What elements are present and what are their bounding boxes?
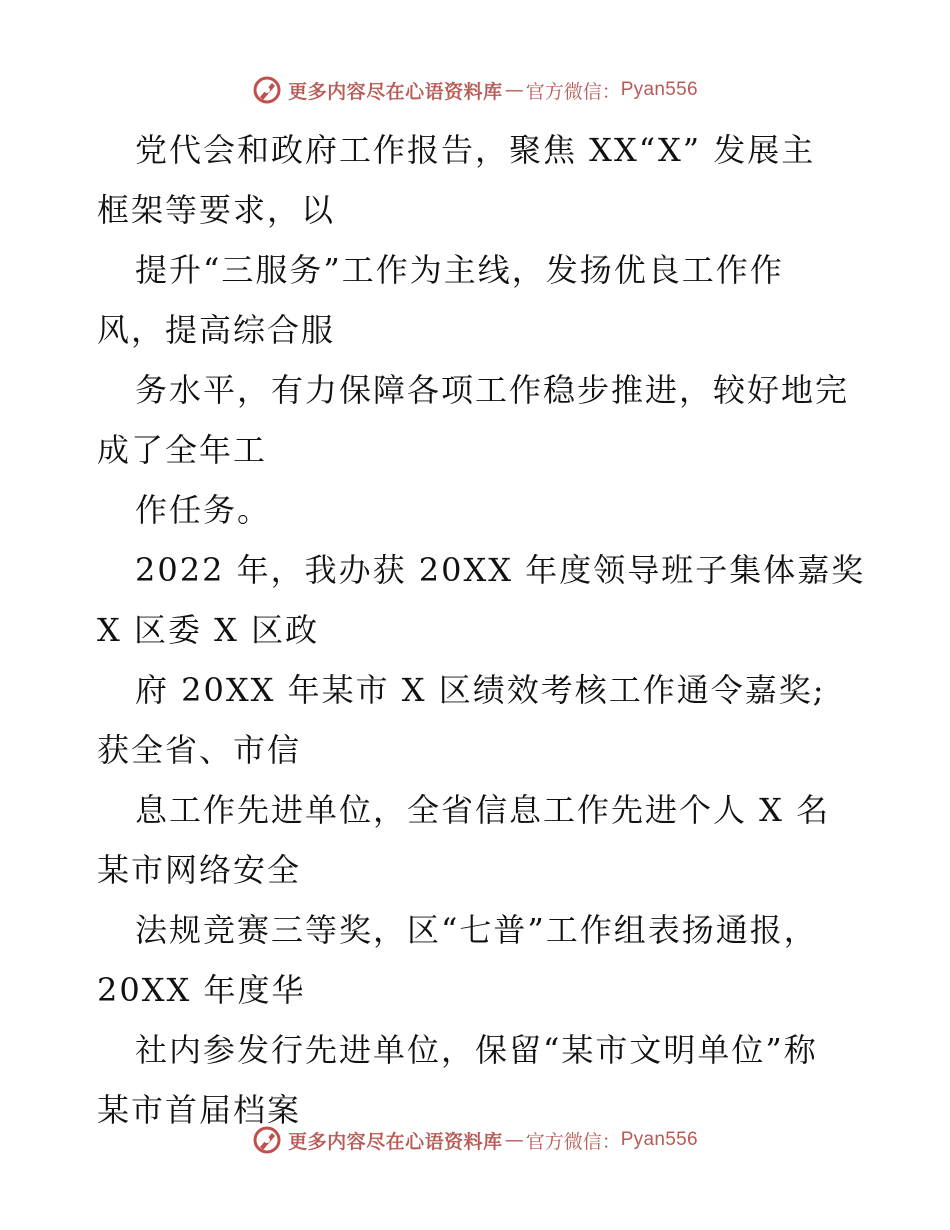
text-line: 风，提高综合服 <box>97 311 336 349</box>
text-line: 某市网络安全 <box>97 851 302 889</box>
header-banner <box>0 70 950 110</box>
banner-wechat-label: 官方微信： <box>525 1130 621 1153</box>
text-line: 20XX 年度华 <box>97 971 306 1009</box>
text-line: 府 20XX 年某市 X 区绩效考核工作通令嘉奖; <box>135 671 826 709</box>
banner-separator: — <box>504 1129 524 1151</box>
text-line: 息工作先进单位，全省信息工作先进个人 X 名 <box>135 791 831 829</box>
banner-wechat-id: Pyan556 <box>620 79 698 100</box>
banner-wechat-id: Pyan556 <box>620 1129 698 1150</box>
text-line: X 区委 X 区政 <box>97 611 320 649</box>
text-line: 框架等要求，以 <box>97 191 336 229</box>
text-line: 提升“三服务”工作为主线，发扬优良工作作 <box>135 251 784 289</box>
text-line: 党代会和政府工作报告，聚焦 XX“X” 发展主 <box>135 131 816 169</box>
pen-logo-icon <box>252 1125 282 1155</box>
text-line: 作任务。 <box>135 491 272 529</box>
text-line: 获全省、市信 <box>97 731 302 769</box>
banner-wechat-label: 官方微信： <box>525 80 621 103</box>
text-line: 社内参发行先进单位，保留“某市文明单位”称 <box>135 1031 818 1069</box>
text-line: 成了全年工 <box>97 431 268 469</box>
document-body <box>97 120 897 1140</box>
banner-separator: — <box>504 79 524 101</box>
text-line: 务水平，有力保障各项工作稳步推进，较好地完 <box>135 371 850 409</box>
footer-banner <box>0 1120 950 1160</box>
banner-title: 更多内容尽在心语资料库 <box>288 80 503 103</box>
pen-logo-icon <box>252 75 282 105</box>
text-line: 某市首届档案 <box>97 1091 302 1129</box>
banner-title: 更多内容尽在心语资料库 <box>288 1130 503 1153</box>
text-line: 法规竞赛三等奖，区“七普”工作组表扬通报， <box>135 911 818 949</box>
text-line: 2022 年，我办获 20XX 年度领导班子集体嘉奖 <box>135 551 866 589</box>
